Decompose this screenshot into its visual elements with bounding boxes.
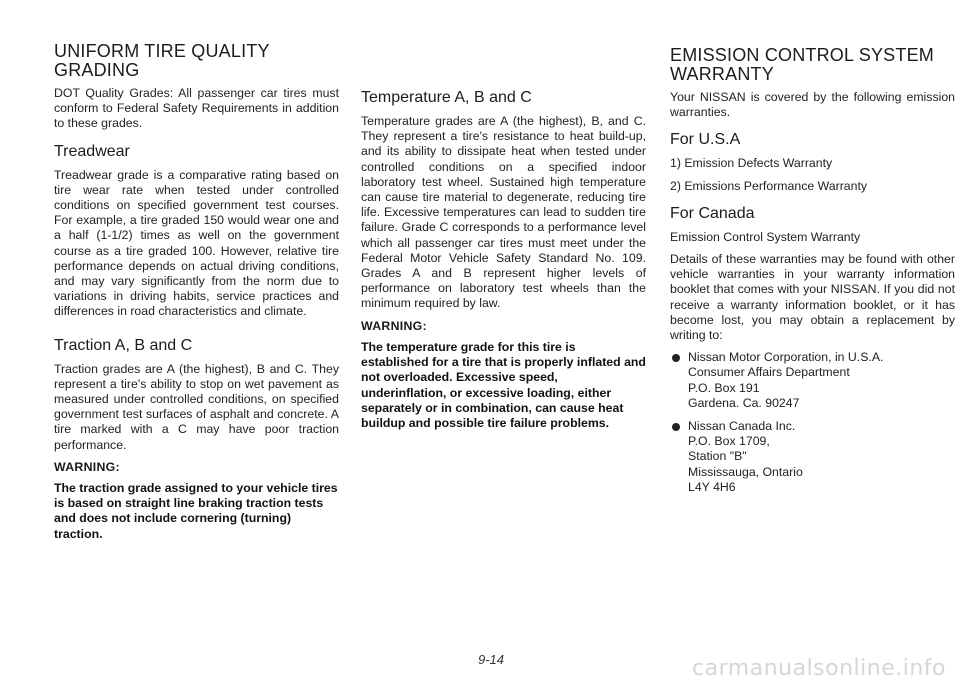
address-usa-line-3: P.O. Box 191 xyxy=(688,380,760,395)
details-paragraph: Details of these warranties may be found with other vehicle warranties in your warranty information booklet that comes with your NISSAN. If you did not receive a warranty information booklet, or it has become lost, you may obtain a replacement by writing to: xyxy=(670,252,955,343)
temperature-warning-label: WARNING: xyxy=(361,318,427,333)
address-canada-line-2: P.O. Box 1709, xyxy=(688,434,770,449)
address-canada-line-1: Nissan Canada Inc. xyxy=(688,419,796,434)
section-title-tire-grading: UNIFORM TIRE QUALITY GRADING xyxy=(54,41,270,80)
column-emission-warranty xyxy=(670,46,955,503)
heading-treadwear: Treadwear xyxy=(54,142,130,160)
traction-warning-text: The traction grade assigned to your vehicle tires is based on straight line braking traction tests and does not include cornering (turning) traction. xyxy=(54,480,338,541)
heading-canada: For Canada xyxy=(670,204,755,222)
temperature-warning-text: The temperature grade for this tire is established for a tire that is properly inflated and not overloaded. Excessive speed, underinflation, or excessive loading, either separately or in combination, can cause heat buildup and possible tire failure problems. xyxy=(361,339,646,431)
usa-item-1: 1) Emission Defects Warranty xyxy=(670,156,833,171)
emission-intro-paragraph: Your NISSAN is covered by the following emission warranties. xyxy=(670,90,955,120)
address-canada-line-3: Station "B" xyxy=(688,449,747,464)
column-tire-grading xyxy=(54,42,339,542)
address-usa-line-1: Nissan Motor Corporation, in U.S.A. xyxy=(688,350,884,365)
address-canada xyxy=(670,419,955,495)
heading-temperature: Temperature A, B and C xyxy=(361,89,532,106)
column-temperature xyxy=(361,88,646,431)
canada-item: Emission Control System Warranty xyxy=(670,229,861,244)
traction-paragraph: Traction grades are A (the highest), B and C. They represent a tire's ability to stop on wet pavement as measured under controlled conditions, on specified government test surfaces of asphalt and concrete. A tire marked with a C may have poor traction performance. xyxy=(54,361,339,452)
bullet-icon xyxy=(672,354,680,362)
page-number: 9-14 xyxy=(478,652,505,667)
heading-traction: Traction A, B and C xyxy=(54,336,193,354)
treadwear-paragraph: Treadwear grade is a comparative rating based on tire wear rate when tested under controlled conditions on specified government test courses. For example, a tire graded 150 would wear one and a half (1-1/2) times as well on the government course as a tire graded 100. However, relative tire performance depends on actual driving conditions, and may vary significantly from the norm due to variations in driving habits, service practices and differences in road characteristics and climate. xyxy=(54,167,339,319)
usa-item-2: 2) Emissions Performance Warranty xyxy=(670,178,868,193)
address-canada-line-5: L4Y 4H6 xyxy=(688,479,736,494)
address-usa-line-2: Consumer Affairs Department xyxy=(688,365,850,380)
traction-warning-label: WARNING: xyxy=(54,459,120,474)
address-usa-line-4: Gardena. Ca. 90247 xyxy=(688,395,800,410)
intro-paragraph: DOT Quality Grades: All passenger car tires must conform to Federal Safety Requirements in addition to these grades. xyxy=(54,86,339,131)
address-usa xyxy=(670,350,955,411)
heading-usa: For U.S.A xyxy=(670,131,741,149)
temperature-paragraph: Temperature grades are A (the highest), B, and C. They represent a tire's resistance to heat build-up, and its ability to dissipate heat when tested under controlled conditions on a specified indoor laboratory test wheel. Sustained high temperature can cause tire material to degenerate, reducing tire life. Excessive temperatures can lead to sudden tire failure. Grade C corresponds to a performance level which all passenger car tires must meet under the Federal Motor Vehicle Safety Standard No. 109. Grades A and B represent higher levels of performance on laboratory test wheels than the minimum required by law. xyxy=(361,114,646,311)
address-canada-line-4: Mississauga, Ontario xyxy=(688,464,803,479)
section-title-emission-warranty: EMISSION CONTROL SYSTEM WARRANTY xyxy=(670,45,934,84)
bullet-icon xyxy=(672,423,680,431)
watermark: carmanualsonline.info xyxy=(692,656,946,681)
